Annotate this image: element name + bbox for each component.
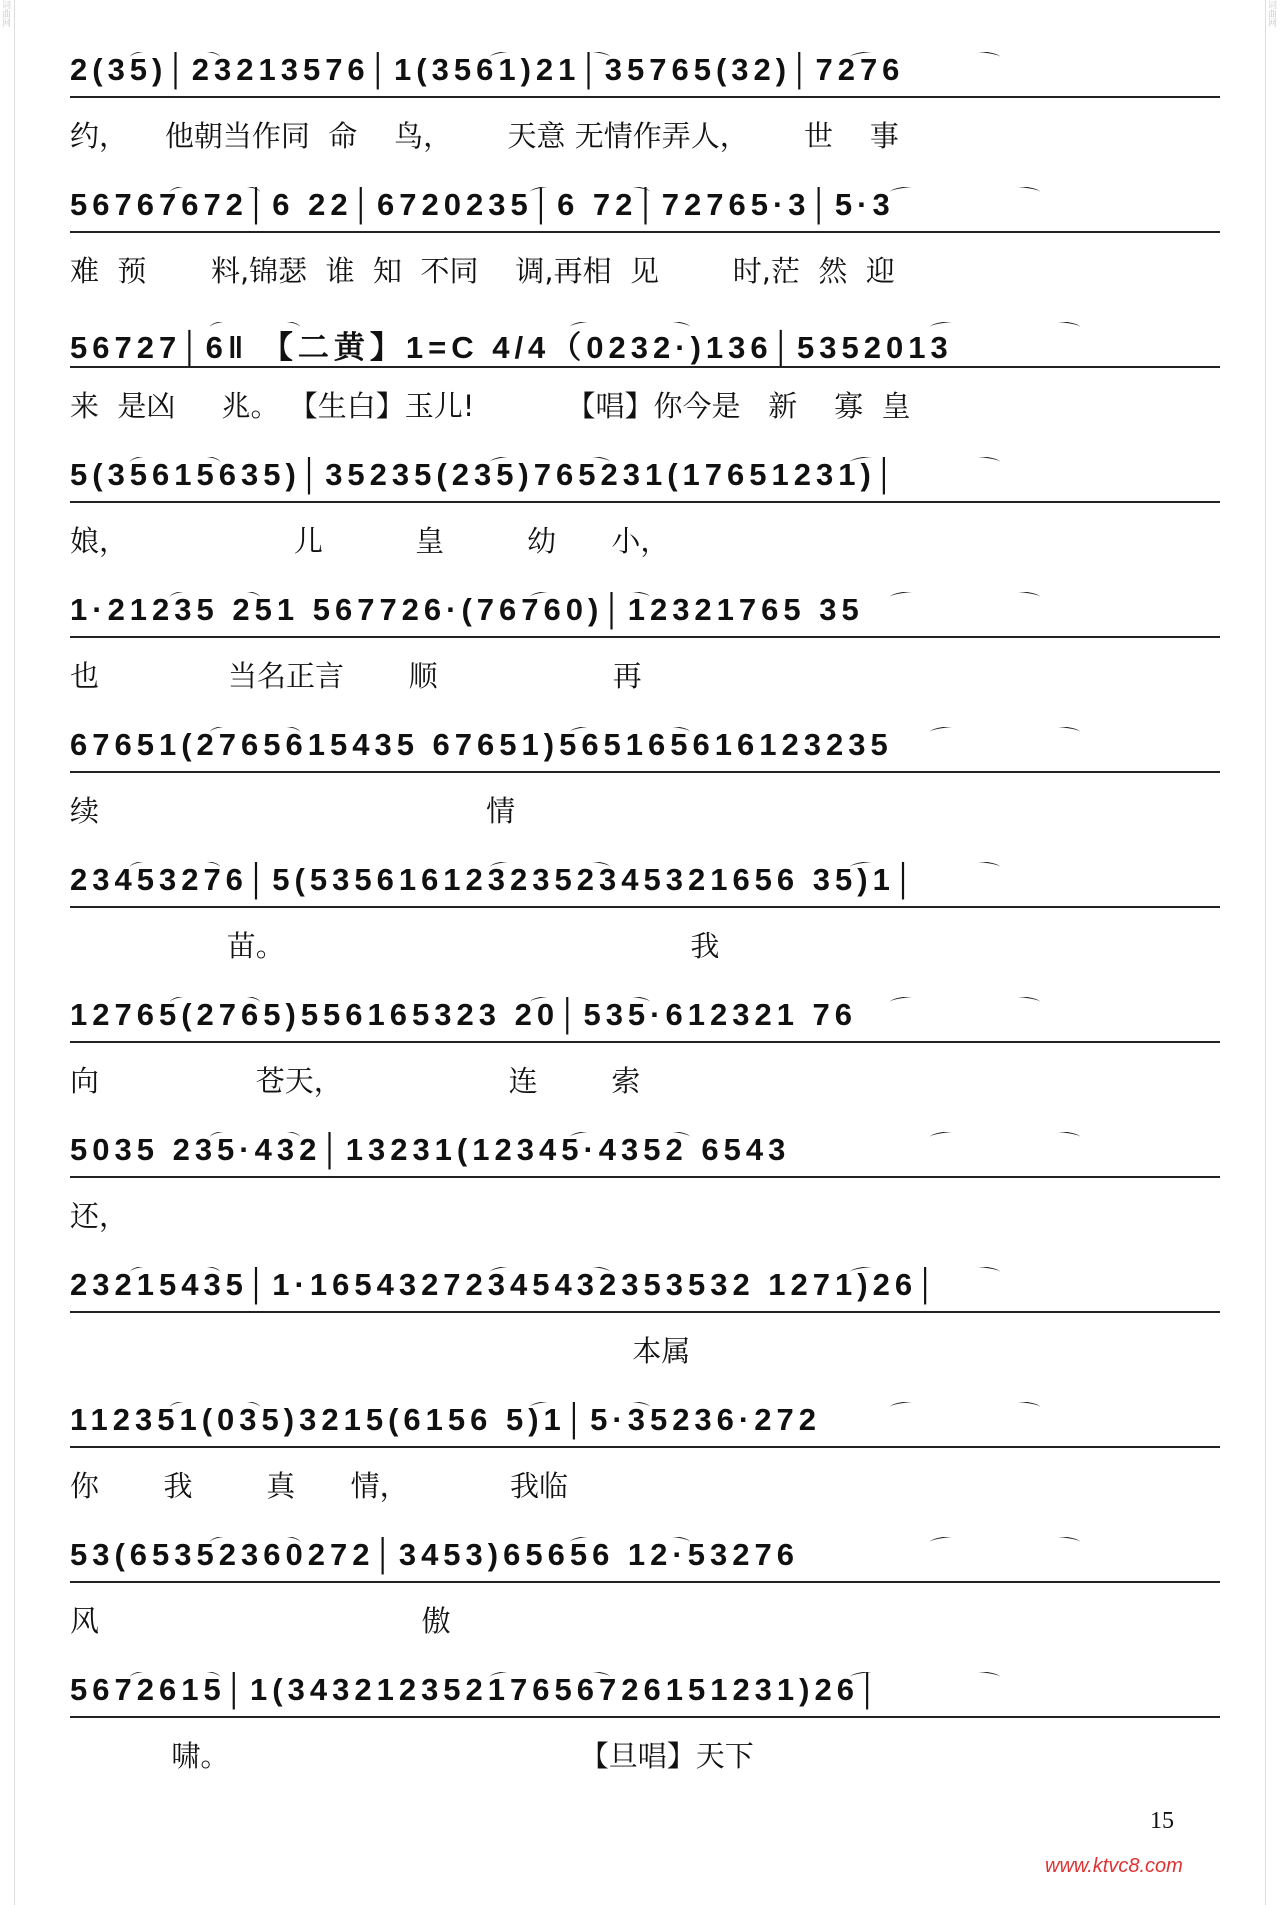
- notation-text: 1·21235 251 567726·(76760)│12321765 35: [70, 592, 864, 627]
- slur-arc: [850, 457, 1000, 471]
- notation-line: [70, 997, 1220, 1045]
- lyrics-text: 还，: [70, 1199, 129, 1233]
- notation-text: 5(35615635)│35235(235)765231(17651231)│: [70, 457, 901, 492]
- slur-arc: [890, 592, 1040, 606]
- slur-arc: [570, 727, 690, 741]
- lyrics-text: 续 情: [70, 794, 516, 828]
- score-system: [70, 1132, 1220, 1267]
- notation-text: 67651(2765615435 67651)565165616123235: [70, 727, 893, 762]
- score-system: [70, 592, 1220, 727]
- score-system: [70, 1537, 1220, 1672]
- lyrics-line: [70, 1599, 1220, 1639]
- slur-arc: [170, 592, 260, 606]
- beam-underline: [70, 1716, 1220, 1718]
- beam-underline: [70, 1311, 1220, 1313]
- notation-text: 56727│6‖ 【二黄】1=C 4/4（0232·)136│5352013: [70, 330, 953, 365]
- slur-arc: [530, 187, 650, 201]
- lyrics-line: [70, 789, 1220, 829]
- notation-line: [70, 727, 1220, 775]
- notation-text: 112351(035)3215(6156 5)1│5·35236·272: [70, 1402, 821, 1437]
- left-margin-watermark: [0, 0, 15, 1905]
- slur-arc: [530, 1402, 650, 1416]
- right-margin-watermark: [1265, 0, 1280, 1905]
- lyrics-line: [70, 1464, 1220, 1504]
- slur-arc: [130, 457, 220, 471]
- notation-line: [70, 592, 1220, 640]
- notation-text: 23215435│1·16543272345432353532 1271)26│: [70, 1267, 942, 1302]
- slur-arc: [850, 862, 1000, 876]
- beam-underline: [70, 906, 1220, 908]
- notation-line: [70, 1402, 1220, 1450]
- side-watermark-left: 词曲网: [1, 0, 11, 27]
- lyrics-line: [70, 114, 1220, 154]
- lyrics-text: 苗。 我: [70, 929, 720, 963]
- lyrics-line: [70, 249, 1220, 289]
- notation-line: [70, 1537, 1220, 1585]
- score-system: [70, 1672, 1220, 1807]
- notation-line: [70, 187, 1220, 235]
- beam-underline: [70, 96, 1220, 98]
- slur-arc: [210, 322, 300, 336]
- slur-arc: [570, 322, 690, 336]
- slur-arc: [170, 1402, 260, 1416]
- beam-underline: [70, 501, 1220, 503]
- lyrics-line: [70, 384, 1220, 424]
- lyrics-text: 难 预 料,锦瑟 谁 知 不同 调,再相 见 时,茫 然 迎: [70, 254, 895, 288]
- score-sheet: [70, 52, 1220, 1807]
- slur-arc: [890, 1402, 1040, 1416]
- lyrics-text: 风 傲: [70, 1604, 451, 1638]
- lyrics-text: 本属: [70, 1334, 691, 1368]
- notation-text: 5035 235·432│13231(12345·4352 6543: [70, 1132, 791, 1167]
- beam-underline: [70, 366, 1220, 368]
- beam-underline: [70, 1176, 1220, 1178]
- side-watermark-right: 词曲网: [1267, 0, 1277, 27]
- slur-arc: [530, 997, 650, 1011]
- lyrics-text: 来 是凶 兆。 【生白】玉儿! 【唱】你今是 新 寡 皇: [70, 389, 911, 423]
- slur-arc: [130, 1267, 220, 1281]
- beam-underline: [70, 1446, 1220, 1448]
- slur-arc: [210, 1132, 300, 1146]
- notation-text: 23453276│5(5356161232352345321656 35)1│: [70, 862, 920, 897]
- score-system: [70, 457, 1220, 592]
- slur-arc: [930, 1132, 1080, 1146]
- page-number: 15: [1150, 1808, 1174, 1834]
- slur-arc: [930, 1537, 1080, 1551]
- lyrics-text: 娘， 儿 皇 幼 小，: [70, 524, 670, 558]
- score-system: [70, 1402, 1220, 1537]
- slur-arc: [490, 52, 610, 66]
- slur-arc: [490, 1672, 610, 1686]
- lyrics-text: 也 当名正言 顺 再: [70, 659, 642, 693]
- lyrics-line: [70, 654, 1220, 694]
- slur-arc: [850, 52, 1000, 66]
- score-system: [70, 187, 1220, 322]
- slur-arc: [570, 1537, 690, 1551]
- slur-arc: [930, 322, 1080, 336]
- notation-text: 5672615│1(34321235217656726151231)26│: [70, 1672, 884, 1707]
- score-system: [70, 52, 1220, 187]
- score-system: [70, 997, 1220, 1132]
- slur-arc: [210, 727, 300, 741]
- slur-arc: [930, 727, 1080, 741]
- notation-text: 2(35)│23213576│1(3561)21│35765(32)│7276: [70, 52, 905, 87]
- notation-line: [70, 1267, 1220, 1315]
- lyrics-text: 啸。 【旦唱】天下: [70, 1739, 754, 1773]
- lyrics-line: [70, 1059, 1220, 1099]
- score-system: [70, 1267, 1220, 1402]
- slur-arc: [490, 862, 610, 876]
- score-system: [70, 322, 1220, 457]
- beam-underline: [70, 771, 1220, 773]
- score-system: [70, 727, 1220, 862]
- beam-underline: [70, 1581, 1220, 1583]
- lyrics-line: [70, 1329, 1220, 1369]
- lyrics-line: [70, 519, 1220, 559]
- notation-line: [70, 457, 1220, 505]
- beam-underline: [70, 231, 1220, 233]
- notation-text: 12765(2765)556165323 20│535·612321 76: [70, 997, 858, 1032]
- slur-arc: [850, 1672, 1000, 1686]
- slur-arc: [130, 1672, 220, 1686]
- notation-text: 53(65352360272│3453)65656 12·53276: [70, 1537, 799, 1572]
- notation-line: [70, 1672, 1220, 1720]
- notation-line: [70, 322, 1220, 370]
- slur-arc: [130, 52, 220, 66]
- site-watermark: www.ktvc8.com: [1045, 1855, 1183, 1877]
- beam-underline: [70, 1041, 1220, 1043]
- score-system: [70, 862, 1220, 997]
- notation-line: [70, 1132, 1220, 1180]
- slur-arc: [490, 457, 610, 471]
- lyrics-line: [70, 1194, 1220, 1234]
- slur-arc: [890, 187, 1040, 201]
- notation-line: [70, 862, 1220, 910]
- beam-underline: [70, 636, 1220, 638]
- lyrics-text: 约， 他朝当作同 命 鸟， 天意 无情作弄人， 世 事: [70, 119, 899, 153]
- slur-arc: [170, 997, 260, 1011]
- slur-arc: [210, 1537, 300, 1551]
- lyrics-line: [70, 1734, 1220, 1774]
- slur-arc: [530, 592, 650, 606]
- notation-line: [70, 52, 1220, 100]
- slur-arc: [890, 997, 1040, 1011]
- slur-arc: [850, 1267, 1000, 1281]
- slur-arc: [130, 862, 220, 876]
- lyrics-text: 向 苍天， 连 索: [70, 1064, 641, 1098]
- slur-arc: [570, 1132, 690, 1146]
- slur-arc: [490, 1267, 610, 1281]
- notation-text: 56767672│6 22│6720235│6 72│72765·3│5·3: [70, 187, 895, 222]
- lyrics-line: [70, 924, 1220, 964]
- slur-arc: [170, 187, 260, 201]
- lyrics-text: 你 我 真 情， 我临: [70, 1469, 568, 1503]
